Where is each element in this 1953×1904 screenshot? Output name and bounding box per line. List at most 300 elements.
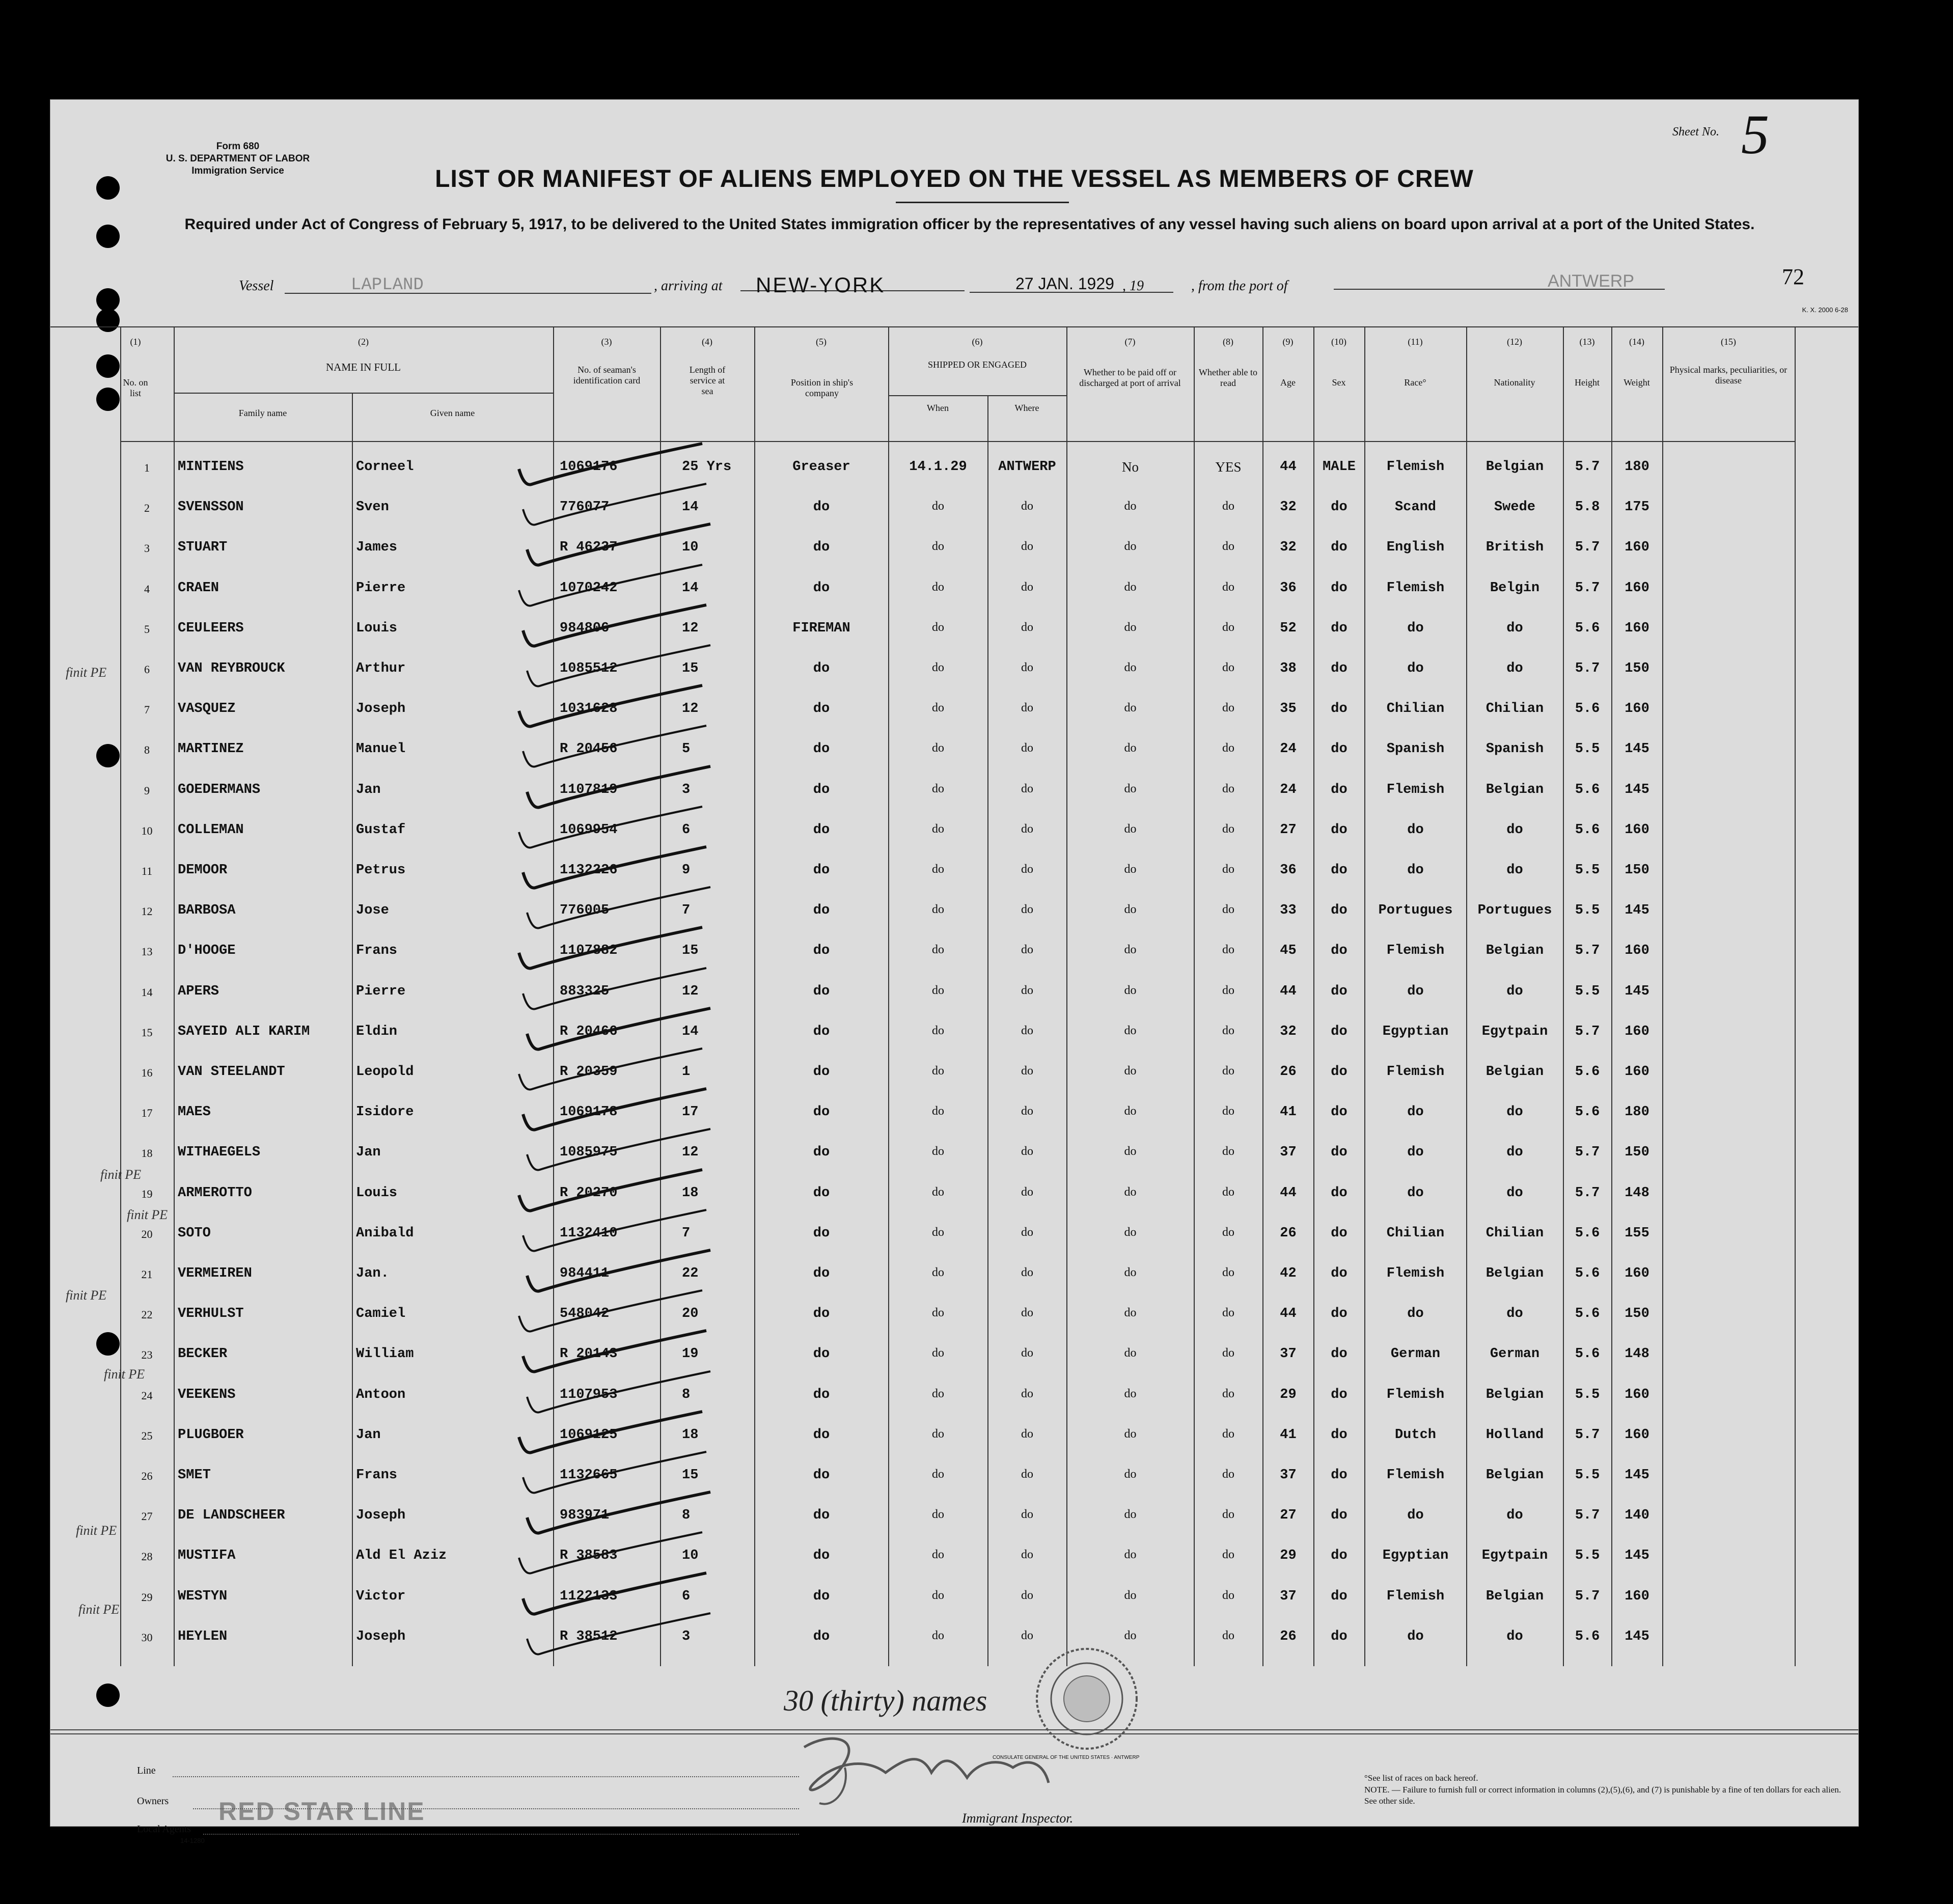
id-card-number: 1069178 <box>560 1105 618 1120</box>
paid-off: do <box>1124 1548 1137 1562</box>
service: Immigration Service <box>191 165 284 176</box>
shipped-where: do <box>1021 500 1033 513</box>
position: do <box>813 983 830 999</box>
weight: 155 <box>1625 1225 1649 1241</box>
weight: 160 <box>1625 1024 1649 1039</box>
col-10-number: (10) <box>1331 337 1346 347</box>
family-name: VERMEIREN <box>178 1266 252 1281</box>
age: 35 <box>1280 701 1297 717</box>
service-length: 6 <box>682 1588 691 1604</box>
manifest-sheet <box>50 99 1859 1844</box>
position: do <box>813 1629 830 1644</box>
able-to-read: do <box>1222 943 1234 957</box>
id-card-number: 1069954 <box>560 822 618 838</box>
sex: do <box>1331 1145 1347 1161</box>
nationality: Chilian <box>1486 701 1544 717</box>
nationality: do <box>1506 1508 1523 1524</box>
weight: 160 <box>1625 540 1649 556</box>
race: Egyptian <box>1382 1024 1449 1039</box>
col-6-number: (6) <box>972 337 983 347</box>
given-name: James <box>356 540 398 556</box>
family-name: DEMOOR <box>178 863 228 878</box>
race: do <box>1407 1629 1424 1644</box>
able-to-read: do <box>1222 1306 1234 1320</box>
col-9-number: (9) <box>1282 337 1294 347</box>
given-name: Pierre <box>356 983 406 999</box>
total-names: 30 (thirty) names <box>784 1684 987 1717</box>
given-name: William <box>356 1346 414 1362</box>
given-name: Joseph <box>356 1629 406 1644</box>
id-card-number: 1107819 <box>560 782 618 797</box>
nationality: do <box>1506 1629 1523 1644</box>
age: 45 <box>1280 943 1297 959</box>
paid-off: do <box>1124 863 1137 876</box>
sex: do <box>1331 540 1347 556</box>
height: 5.7 <box>1575 1427 1600 1443</box>
age: 38 <box>1280 661 1297 676</box>
weight: 145 <box>1625 903 1649 919</box>
col-6b-header: Where <box>1014 403 1039 413</box>
paid-off: do <box>1124 580 1137 594</box>
height: 5.7 <box>1575 1185 1600 1201</box>
row-number: 11 <box>141 865 153 877</box>
given-name: Joseph <box>356 1508 406 1524</box>
col-2a-header: Family name <box>238 408 287 418</box>
position: do <box>813 1427 830 1443</box>
sex: do <box>1331 1387 1347 1402</box>
position: do <box>813 1225 830 1241</box>
service-length: 12 <box>682 1145 699 1161</box>
id-card-number: 548042 <box>560 1306 610 1322</box>
sex: do <box>1331 500 1347 515</box>
table-top-rule <box>50 326 1858 327</box>
id-card-number: R 20270 <box>560 1185 618 1201</box>
position: do <box>813 1346 830 1362</box>
position: do <box>813 943 830 959</box>
weight: 160 <box>1625 943 1649 959</box>
height: 5.5 <box>1575 1387 1600 1402</box>
paid-off: do <box>1124 540 1137 554</box>
shipped-when: do <box>932 540 944 554</box>
sex: do <box>1331 1346 1347 1362</box>
age: 33 <box>1280 903 1297 919</box>
row-number: 20 <box>141 1227 153 1240</box>
able-to-read: do <box>1222 983 1234 997</box>
id-card-number: 1069125 <box>560 1427 618 1443</box>
punch-hole <box>96 744 120 767</box>
col-5-number: (5) <box>816 337 827 347</box>
height: 5.7 <box>1575 661 1600 676</box>
shipped-when: do <box>932 822 944 836</box>
nationality: Egytpain <box>1481 1548 1548 1564</box>
able-to-read: do <box>1222 1588 1234 1602</box>
department: U. S. DEPARTMENT OF LABOR <box>166 153 310 164</box>
fine-note: NOTE. — Failure to furnish full or correct information in columns (2),(5),(6), and (7) is punishable by a fine of ten dollars for each alien. See other side. <box>1364 1785 1841 1806</box>
sex: do <box>1331 1468 1347 1483</box>
service-length: 10 <box>682 1548 699 1564</box>
position: do <box>813 822 830 838</box>
owners-value: RED STAR LINE <box>218 1797 425 1826</box>
position: do <box>813 1387 830 1402</box>
race: do <box>1407 1185 1424 1201</box>
family-name: STUART <box>178 540 228 556</box>
race: Flemish <box>1386 1266 1445 1281</box>
shipped-where: do <box>1021 1225 1033 1239</box>
service-length: 14 <box>682 580 699 596</box>
height: 5.5 <box>1575 1548 1600 1564</box>
service-length: 10 <box>682 540 699 556</box>
weight: 145 <box>1625 983 1649 999</box>
family-name: MINTIENS <box>178 459 244 475</box>
id-card-number: 1070242 <box>560 580 618 596</box>
given-name: Corneel <box>356 459 414 475</box>
service-length: 3 <box>682 1629 691 1644</box>
weight: 145 <box>1625 782 1649 797</box>
age: 29 <box>1280 1548 1297 1564</box>
nationality: Belgian <box>1486 782 1544 797</box>
family-name: PLUGBOER <box>178 1427 244 1443</box>
row-number: 2 <box>144 502 150 515</box>
row-number: 30 <box>141 1631 153 1644</box>
height: 5.7 <box>1575 1145 1600 1161</box>
service-length: 14 <box>682 500 699 515</box>
col-10-header: Sex <box>1332 377 1346 388</box>
sex: do <box>1331 1508 1347 1524</box>
row-number: 21 <box>141 1268 153 1281</box>
table-column-rule <box>1563 326 1564 1666</box>
race: Egyptian <box>1382 1548 1449 1564</box>
age: 44 <box>1280 1306 1297 1322</box>
sex: do <box>1331 1185 1347 1201</box>
shipped-when: do <box>932 903 944 917</box>
weight: 175 <box>1625 500 1649 515</box>
weight: 148 <box>1625 1185 1649 1201</box>
nationality: do <box>1506 620 1523 636</box>
able-to-read: do <box>1222 1346 1234 1360</box>
sex: do <box>1331 1427 1347 1443</box>
paid-off: do <box>1124 1024 1137 1037</box>
nationality: Swede <box>1494 500 1535 515</box>
id-card-number: 1069176 <box>560 459 618 475</box>
shipped-where: do <box>1021 1185 1033 1199</box>
nationality: Belgian <box>1486 459 1544 475</box>
position: do <box>813 1105 830 1120</box>
position: FIREMAN <box>792 620 850 636</box>
height: 5.8 <box>1575 500 1600 515</box>
col-7-number: (7) <box>1124 337 1136 347</box>
margin-note: finit PE <box>100 1167 142 1182</box>
paid-off: do <box>1124 741 1137 755</box>
position: do <box>813 1306 830 1322</box>
age: 32 <box>1280 500 1297 515</box>
col-6a-header: When <box>927 403 949 413</box>
age: 37 <box>1280 1588 1297 1604</box>
paid-off: do <box>1124 1266 1137 1279</box>
nationality: German <box>1490 1346 1540 1362</box>
weight: 150 <box>1625 661 1649 676</box>
race: Dutch <box>1394 1427 1436 1443</box>
given-name: Victor <box>356 1588 406 1604</box>
sex: do <box>1331 1629 1347 1644</box>
age: 44 <box>1280 1185 1297 1201</box>
sex: do <box>1331 1306 1347 1322</box>
shipped-where: ANTWERP <box>998 459 1056 475</box>
id-card-number: R 46237 <box>560 540 618 556</box>
family-name: WITHAEGELS <box>178 1145 261 1161</box>
able-to-read: do <box>1222 620 1234 634</box>
weight: 160 <box>1625 620 1649 636</box>
shipped-when: do <box>932 782 944 795</box>
shipped-when: do <box>932 943 944 957</box>
height: 5.6 <box>1575 1629 1600 1644</box>
title-rule <box>896 202 1069 203</box>
id-card-number: 1085512 <box>560 661 618 676</box>
row-number: 5 <box>144 622 150 636</box>
family-name: SAYEID ALI KARIM <box>178 1024 310 1039</box>
table-column-rule <box>1611 326 1612 1666</box>
weight: 160 <box>1625 1387 1649 1402</box>
shipped-where: do <box>1021 1548 1033 1562</box>
shipped-where: do <box>1021 1024 1033 1037</box>
able-to-read: do <box>1222 1266 1234 1279</box>
able-to-read: do <box>1222 1629 1234 1642</box>
shipped-where: do <box>1021 1588 1033 1602</box>
able-to-read: do <box>1222 1427 1234 1441</box>
shipped-where: do <box>1021 782 1033 795</box>
shipped-when: do <box>932 580 944 594</box>
given-name: Ald El Aziz <box>356 1548 447 1564</box>
row-number: 24 <box>141 1389 153 1402</box>
page-reference: 72 <box>1782 264 1804 289</box>
shipped-when: do <box>932 1145 944 1158</box>
service-length: 6 <box>682 822 691 838</box>
id-card-number: 1031628 <box>560 701 618 717</box>
service-length: 15 <box>682 943 699 959</box>
row-number: 17 <box>141 1107 153 1120</box>
row-number: 28 <box>141 1550 153 1563</box>
age: 27 <box>1280 1508 1297 1524</box>
nationality: Belgian <box>1486 1387 1544 1402</box>
col-1-number: (1) <box>130 337 141 347</box>
weight: 180 <box>1625 1105 1649 1120</box>
from-port: ANTWERP <box>1334 271 1665 290</box>
nationality: do <box>1506 1105 1523 1120</box>
position: do <box>813 540 830 556</box>
weight: 160 <box>1625 822 1649 838</box>
id-card-number: 984806 <box>560 620 610 636</box>
position: do <box>813 782 830 797</box>
row-number: 3 <box>144 542 150 555</box>
nationality: Belgian <box>1486 1468 1544 1483</box>
col-12-number: (12) <box>1507 337 1522 347</box>
shipped-when: do <box>932 1508 944 1522</box>
family-name: SOTO <box>178 1225 211 1241</box>
col-11-header: Race° <box>1404 377 1426 388</box>
punch-hole <box>96 388 120 411</box>
punch-hole <box>96 1684 120 1707</box>
given-name: Sven <box>356 500 389 515</box>
shipped-where: do <box>1021 1266 1033 1279</box>
table-column-rule <box>352 393 353 1666</box>
sex: do <box>1331 620 1347 636</box>
paid-off: do <box>1124 620 1137 634</box>
sex: do <box>1331 661 1347 676</box>
table-column-rule <box>1466 326 1467 1666</box>
agents-code: 14-1280 <box>180 1837 205 1844</box>
table-column-rule <box>1364 326 1365 1666</box>
shipped-when: do <box>932 1185 944 1199</box>
age: 36 <box>1280 863 1297 878</box>
row-number: 23 <box>141 1348 153 1362</box>
arrival-port: NEW-YORK <box>740 273 965 291</box>
service-length: 14 <box>682 1024 699 1039</box>
paid-off: do <box>1124 1588 1137 1602</box>
row-number: 6 <box>144 663 150 676</box>
col-4-header: Length of service at sea <box>689 365 726 396</box>
position: do <box>813 1588 830 1604</box>
shipped-when: do <box>932 1306 944 1320</box>
position: do <box>813 701 830 717</box>
family-name: GOEDERMANS <box>178 782 261 797</box>
punch-hole <box>96 309 120 332</box>
paid-off: do <box>1124 1427 1137 1441</box>
nationality: Spanish <box>1486 741 1544 757</box>
weight: 180 <box>1625 459 1649 475</box>
shipped-when: do <box>932 1427 944 1441</box>
height: 5.6 <box>1575 1266 1600 1281</box>
sex: do <box>1331 580 1347 596</box>
height: 5.7 <box>1575 540 1600 556</box>
nationality: Egytpain <box>1481 1024 1548 1039</box>
able-to-read: do <box>1222 701 1234 715</box>
service-length: 15 <box>682 661 699 676</box>
race: Chilian <box>1386 1225 1445 1241</box>
family-name: VERHULST <box>178 1306 244 1322</box>
id-card-number: R 38583 <box>560 1548 618 1564</box>
given-name: Frans <box>356 943 398 959</box>
row-number: 14 <box>141 985 153 999</box>
age: 42 <box>1280 1266 1297 1281</box>
able-to-read: do <box>1222 1024 1234 1037</box>
shipped-when: do <box>932 701 944 715</box>
paid-off: No <box>1122 459 1139 475</box>
position: do <box>813 903 830 919</box>
given-name: Arthur <box>356 661 406 676</box>
nationality: do <box>1506 1185 1523 1201</box>
race: Flemish <box>1386 943 1445 959</box>
service-length: 18 <box>682 1427 699 1443</box>
position: do <box>813 580 830 596</box>
col-14-header: Weight <box>1624 377 1650 388</box>
sex: do <box>1331 1105 1347 1120</box>
col-6-header: SHIPPED OR ENGAGED <box>927 360 1027 370</box>
arriving-label: , arriving at <box>654 278 723 294</box>
race: do <box>1407 1105 1424 1120</box>
row-number: 27 <box>141 1510 153 1523</box>
position: do <box>813 661 830 676</box>
height: 5.6 <box>1575 1346 1600 1362</box>
paid-off: do <box>1124 1064 1137 1078</box>
paid-off: do <box>1124 1185 1137 1199</box>
col-15-header: Physical marks, peculiarities, or disease <box>1669 365 1787 385</box>
col-13-header: Height <box>1575 377 1600 388</box>
able-to-read: do <box>1222 782 1234 795</box>
owners-label: Owners <box>137 1796 169 1807</box>
col-14-number: (14) <box>1629 337 1644 347</box>
shipped-where: do <box>1021 903 1033 917</box>
weight: 148 <box>1625 1346 1649 1362</box>
shipped-where: do <box>1021 741 1033 755</box>
able-to-read: YES <box>1215 459 1242 475</box>
height: 5.6 <box>1575 701 1600 717</box>
print-reference: K. X. 2000 6-28 <box>1802 306 1848 314</box>
row-number: 16 <box>141 1066 153 1079</box>
race: Chilian <box>1386 701 1445 717</box>
shipped-when: do <box>932 620 944 634</box>
family-name: ARMEROTTO <box>178 1185 252 1201</box>
weight: 160 <box>1625 580 1649 596</box>
able-to-read: do <box>1222 1105 1234 1118</box>
row-number: 4 <box>144 582 150 595</box>
age: 37 <box>1280 1346 1297 1362</box>
id-card-number: 883325 <box>560 983 610 999</box>
sex: do <box>1331 822 1347 838</box>
given-name: Jan. <box>356 1266 389 1281</box>
shipped-where: do <box>1021 983 1033 997</box>
id-card-number: 776005 <box>560 903 610 919</box>
shipped-when: do <box>932 1468 944 1481</box>
punch-hole <box>96 225 120 248</box>
race: do <box>1407 1508 1424 1524</box>
col-12-header: Nationality <box>1494 377 1535 388</box>
position: do <box>813 741 830 757</box>
age: 26 <box>1280 1225 1297 1241</box>
race: do <box>1407 983 1424 999</box>
paid-off: do <box>1124 782 1137 795</box>
race: do <box>1407 661 1424 676</box>
shipped-where: do <box>1021 1105 1033 1118</box>
age: 26 <box>1280 1629 1297 1644</box>
sex: do <box>1331 1225 1347 1241</box>
able-to-read: do <box>1222 1387 1234 1400</box>
age: 24 <box>1280 782 1297 797</box>
given-name: Jan <box>356 1427 381 1443</box>
sex: do <box>1331 1064 1347 1080</box>
sheet-number: 5 <box>1741 103 1769 165</box>
line-field <box>173 1776 799 1777</box>
shipped-where: do <box>1021 943 1033 957</box>
family-name: BECKER <box>178 1346 228 1362</box>
sex: do <box>1331 983 1347 999</box>
height: 5.7 <box>1575 1508 1600 1524</box>
able-to-read: do <box>1222 580 1234 594</box>
position: do <box>813 863 830 878</box>
weight: 145 <box>1625 741 1649 757</box>
col-2-header: NAME IN FULL <box>326 361 401 373</box>
family-name: MAES <box>178 1105 211 1120</box>
able-to-read: do <box>1222 1064 1234 1078</box>
margin-note: finit PE <box>66 1288 107 1303</box>
age: 41 <box>1280 1427 1297 1443</box>
able-to-read: do <box>1222 863 1234 876</box>
given-name: Gustaf <box>356 822 406 838</box>
table-column-rule <box>1662 326 1663 1666</box>
position: Greaser <box>792 459 850 475</box>
col-13-number: (13) <box>1579 337 1595 347</box>
sex: do <box>1331 782 1347 797</box>
height: 5.6 <box>1575 1225 1600 1241</box>
id-card-number: R 20143 <box>560 1346 618 1362</box>
